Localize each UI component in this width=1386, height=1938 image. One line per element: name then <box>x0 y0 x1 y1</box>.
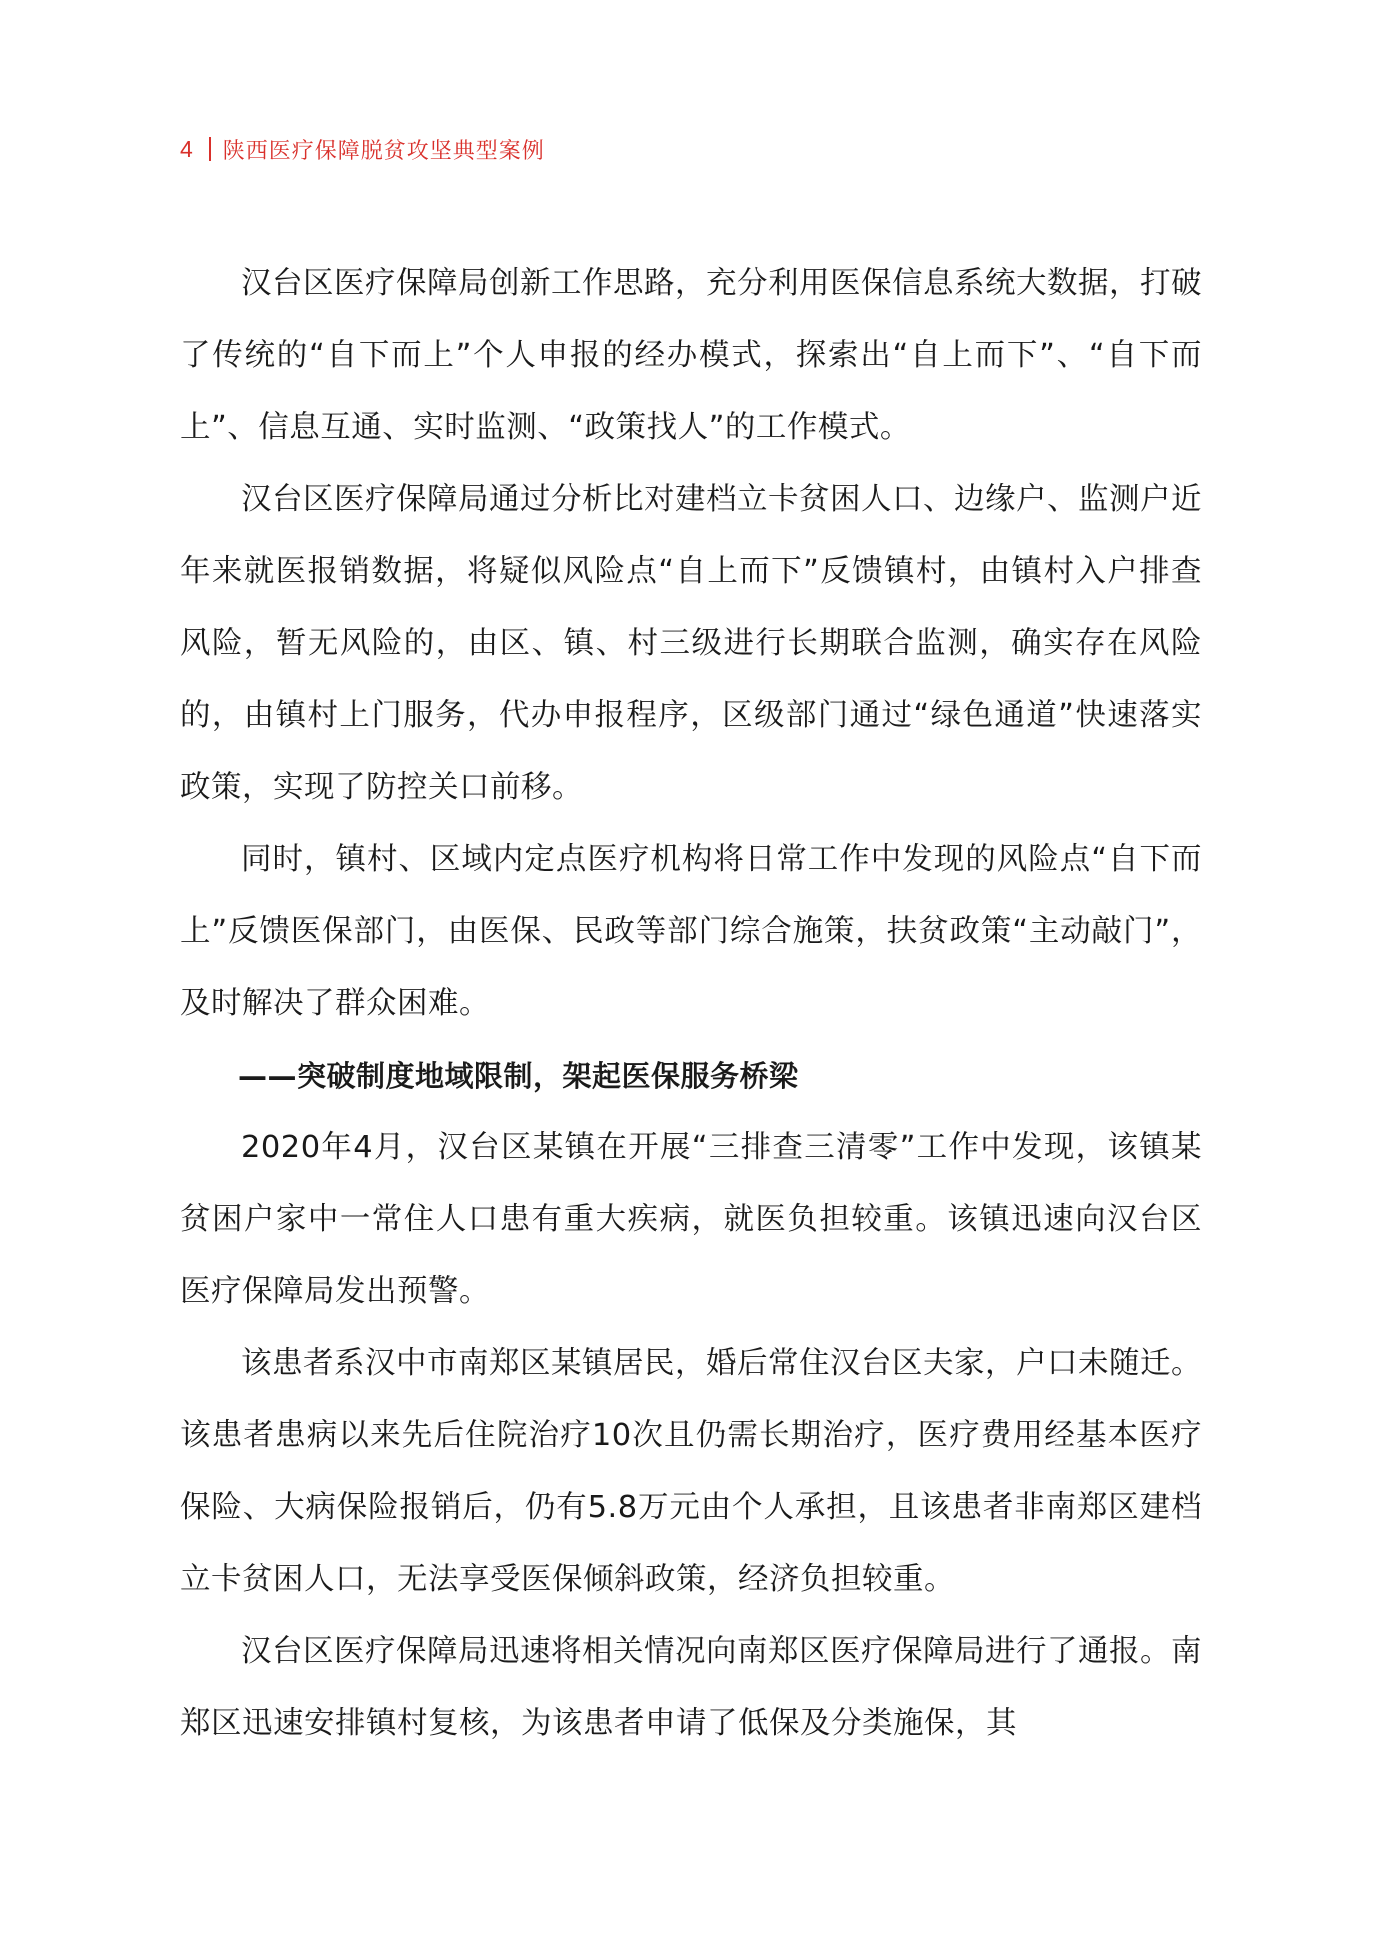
running-header <box>180 132 545 166</box>
section-heading: ——突破制度地域限制，架起医保服务桥梁 <box>238 1059 799 1093</box>
paragraph-notification: 汉台区医疗保障局迅速将相关情况向南郑区医疗保障局进行了通报。南郑区迅速安排镇村复核，为该患者申请了低保及分类施保，其 <box>180 1634 1202 1741</box>
running-header-title: 陕西医疗保障脱贫攻坚典型案例 <box>222 138 545 164</box>
header-divider <box>209 137 211 161</box>
paragraph-data-analysis: 汉台区医疗保障局通过分析比对建档立卡贫困人口、边缘户、监测户近年来就医报销数据，将疑似风险点“自上而下”反馈镇村，由镇村入户排查风险，暂无风险的，由区、镇、村三级进行长期联合监测，确实存在风险的，由镇村上门服务，代办申报程序，区级部门通过“绿色通道”快速落实政策，实现了防控关口前移。 <box>180 482 1202 805</box>
page-number: 4 <box>180 135 193 162</box>
body-text <box>180 248 1202 1760</box>
paragraph-case-discovery: 2020年4月，汉台区某镇在开展“三排查三清零”工作中发现，该镇某贫困户家中一常住人口患有重大疾病，就医负担较重。该镇迅速向汉台区医疗保障局发出预警。 <box>180 1130 1202 1309</box>
paragraph-bottom-up-feedback: 同时，镇村、区域内定点医疗机构将日常工作中发现的风险点“自下而上”反馈医保部门，由医保、民政等部门综合施策，扶贫政策“主动敲门”，及时解决了群众困难。 <box>180 842 1202 1021</box>
paragraph-work-mode: 汉台区医疗保障局创新工作思路，充分利用医保信息系统大数据，打破了传统的“自下而上”个人申报的经办模式，探索出“自上而下”、“自下而上”、信息互通、实时监测、“政策找人”的工作模式。 <box>180 266 1202 445</box>
paragraph-patient-background: 该患者系汉中市南郑区某镇居民，婚后常住汉台区夫家，户口未随迁。该患者患病以来先后住院治疗10次且仍需长期治疗，医疗费用经基本医疗保险、大病保险报销后，仍有5.8万元由个人承担，且该患者非南郑区建档立卡贫困人口，无法享受医保倾斜政策，经济负担较重。 <box>180 1346 1202 1597</box>
